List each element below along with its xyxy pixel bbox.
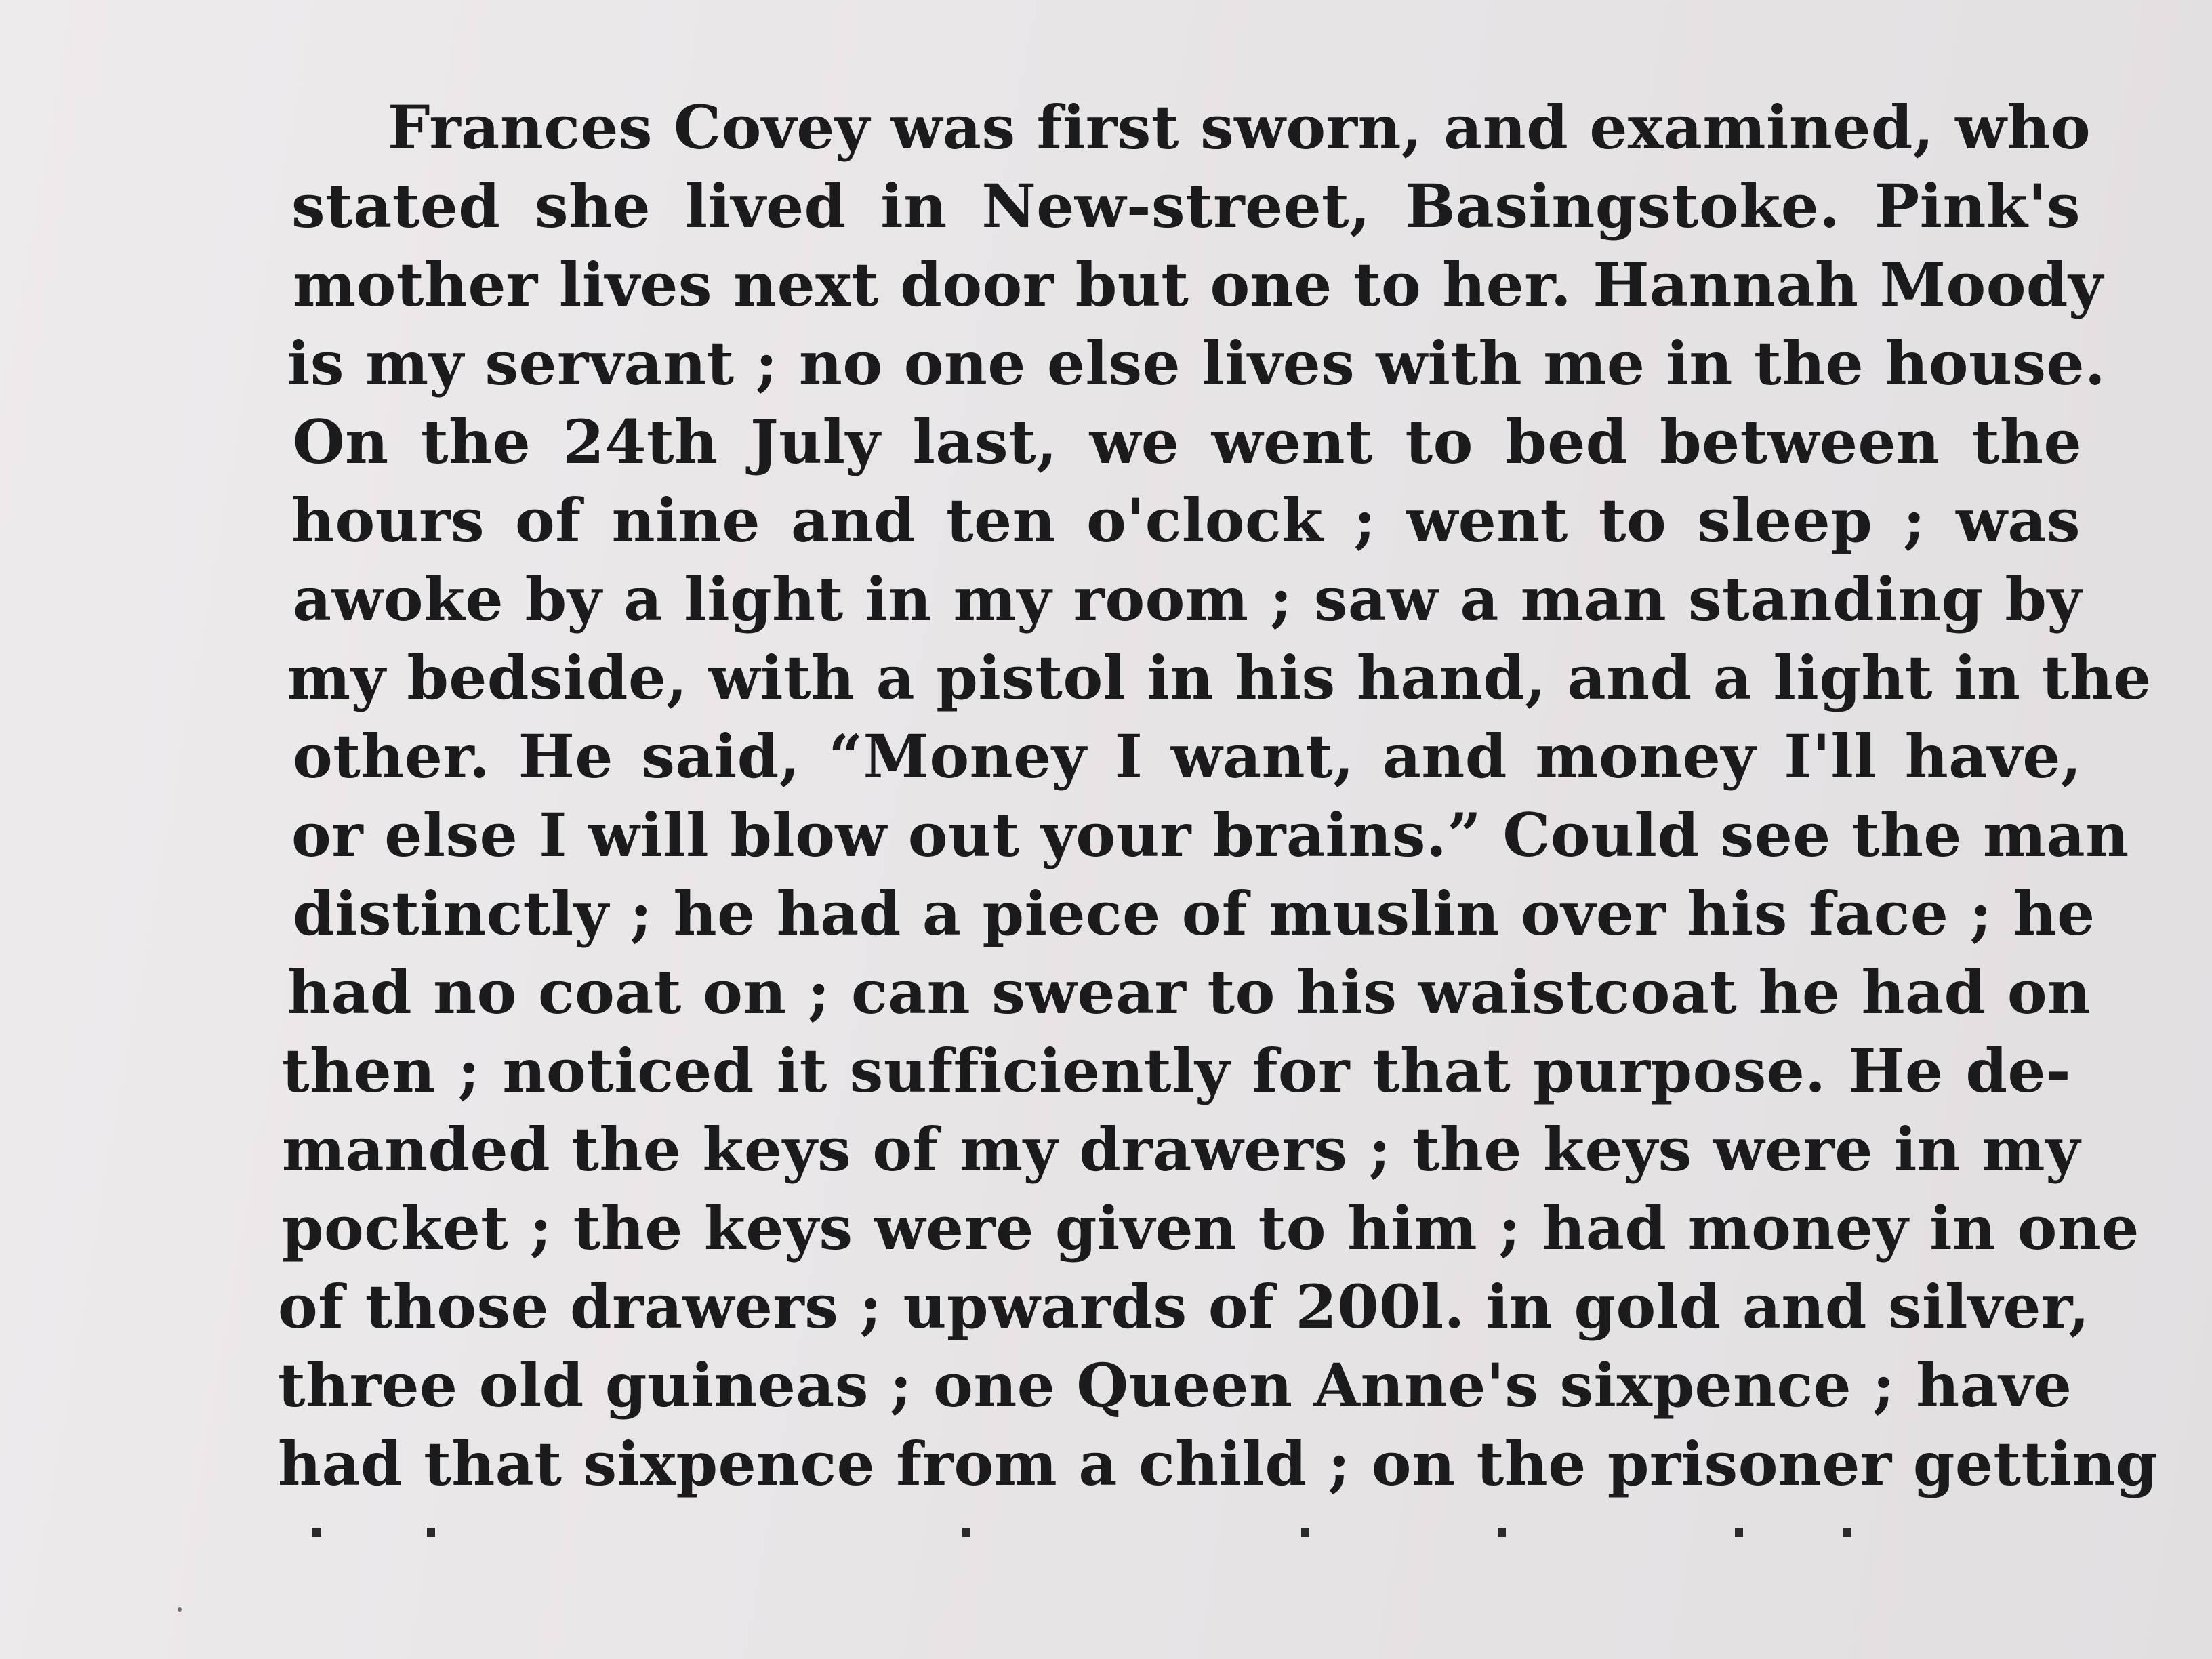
ink-fragment — [1498, 1528, 1506, 1537]
cut-off-text-fragment — [298, 1525, 1870, 1541]
ink-fragment — [1301, 1528, 1309, 1537]
text-line: distinctly ; he had a piece of muslin over his face ; he — [293, 878, 2095, 949]
text-line: had no coat on ; can swear to his waistcoat he had on — [287, 957, 2091, 1027]
text-line: pocket ; the keys were given to him ; had money in one — [282, 1193, 2139, 1263]
text-line: had that sixpence from a child ; on the prisoner getting — [278, 1429, 2158, 1499]
ink-fragment — [312, 1528, 321, 1537]
text-line: my bedside, with a pistol in his hand, and a light in the — [287, 642, 2152, 713]
text-line: three old guineas ; one Queen Anne's sixpence ; have — [278, 1350, 2072, 1420]
ink-fragment — [1843, 1528, 1851, 1537]
text-line: stated she lived in New-street, Basingstoke. Pink's — [291, 171, 2081, 241]
ink-fragment — [1735, 1528, 1743, 1537]
text-line: On the 24th July last, we went to bed between the — [293, 407, 2082, 477]
text-line: hours of nine and ten o'clock ; went to sleep ; was — [291, 485, 2081, 556]
text-line: or else I will blow out your brains.” Could see the man — [291, 800, 2129, 870]
paper-speck — [178, 1607, 182, 1612]
text-line: awoke by a light in my room ; saw a man standing by — [293, 564, 2082, 634]
text-line: is my servant ; no one else lives with me in the house. — [287, 328, 2106, 398]
text-line: mother lives next door but one to her. Hannah Moody — [293, 249, 2104, 320]
ink-fragment — [962, 1528, 970, 1537]
article-text — [278, 88, 2158, 1503]
text-line: Frances Covey was first sworn, and examined, who — [388, 92, 2091, 163]
text-line: then ; noticed it sufficiently for that purpose. He de- — [282, 1036, 2071, 1106]
text-line: manded the keys of my drawers ; the keys were in my — [282, 1114, 2081, 1185]
text-line: of those drawers ; upwards of 200l. in gold and silver, — [278, 1271, 2090, 1342]
ink-fragment — [427, 1528, 435, 1537]
text-line: other. He said, “Money I want, and money I'll have, — [293, 721, 2082, 792]
